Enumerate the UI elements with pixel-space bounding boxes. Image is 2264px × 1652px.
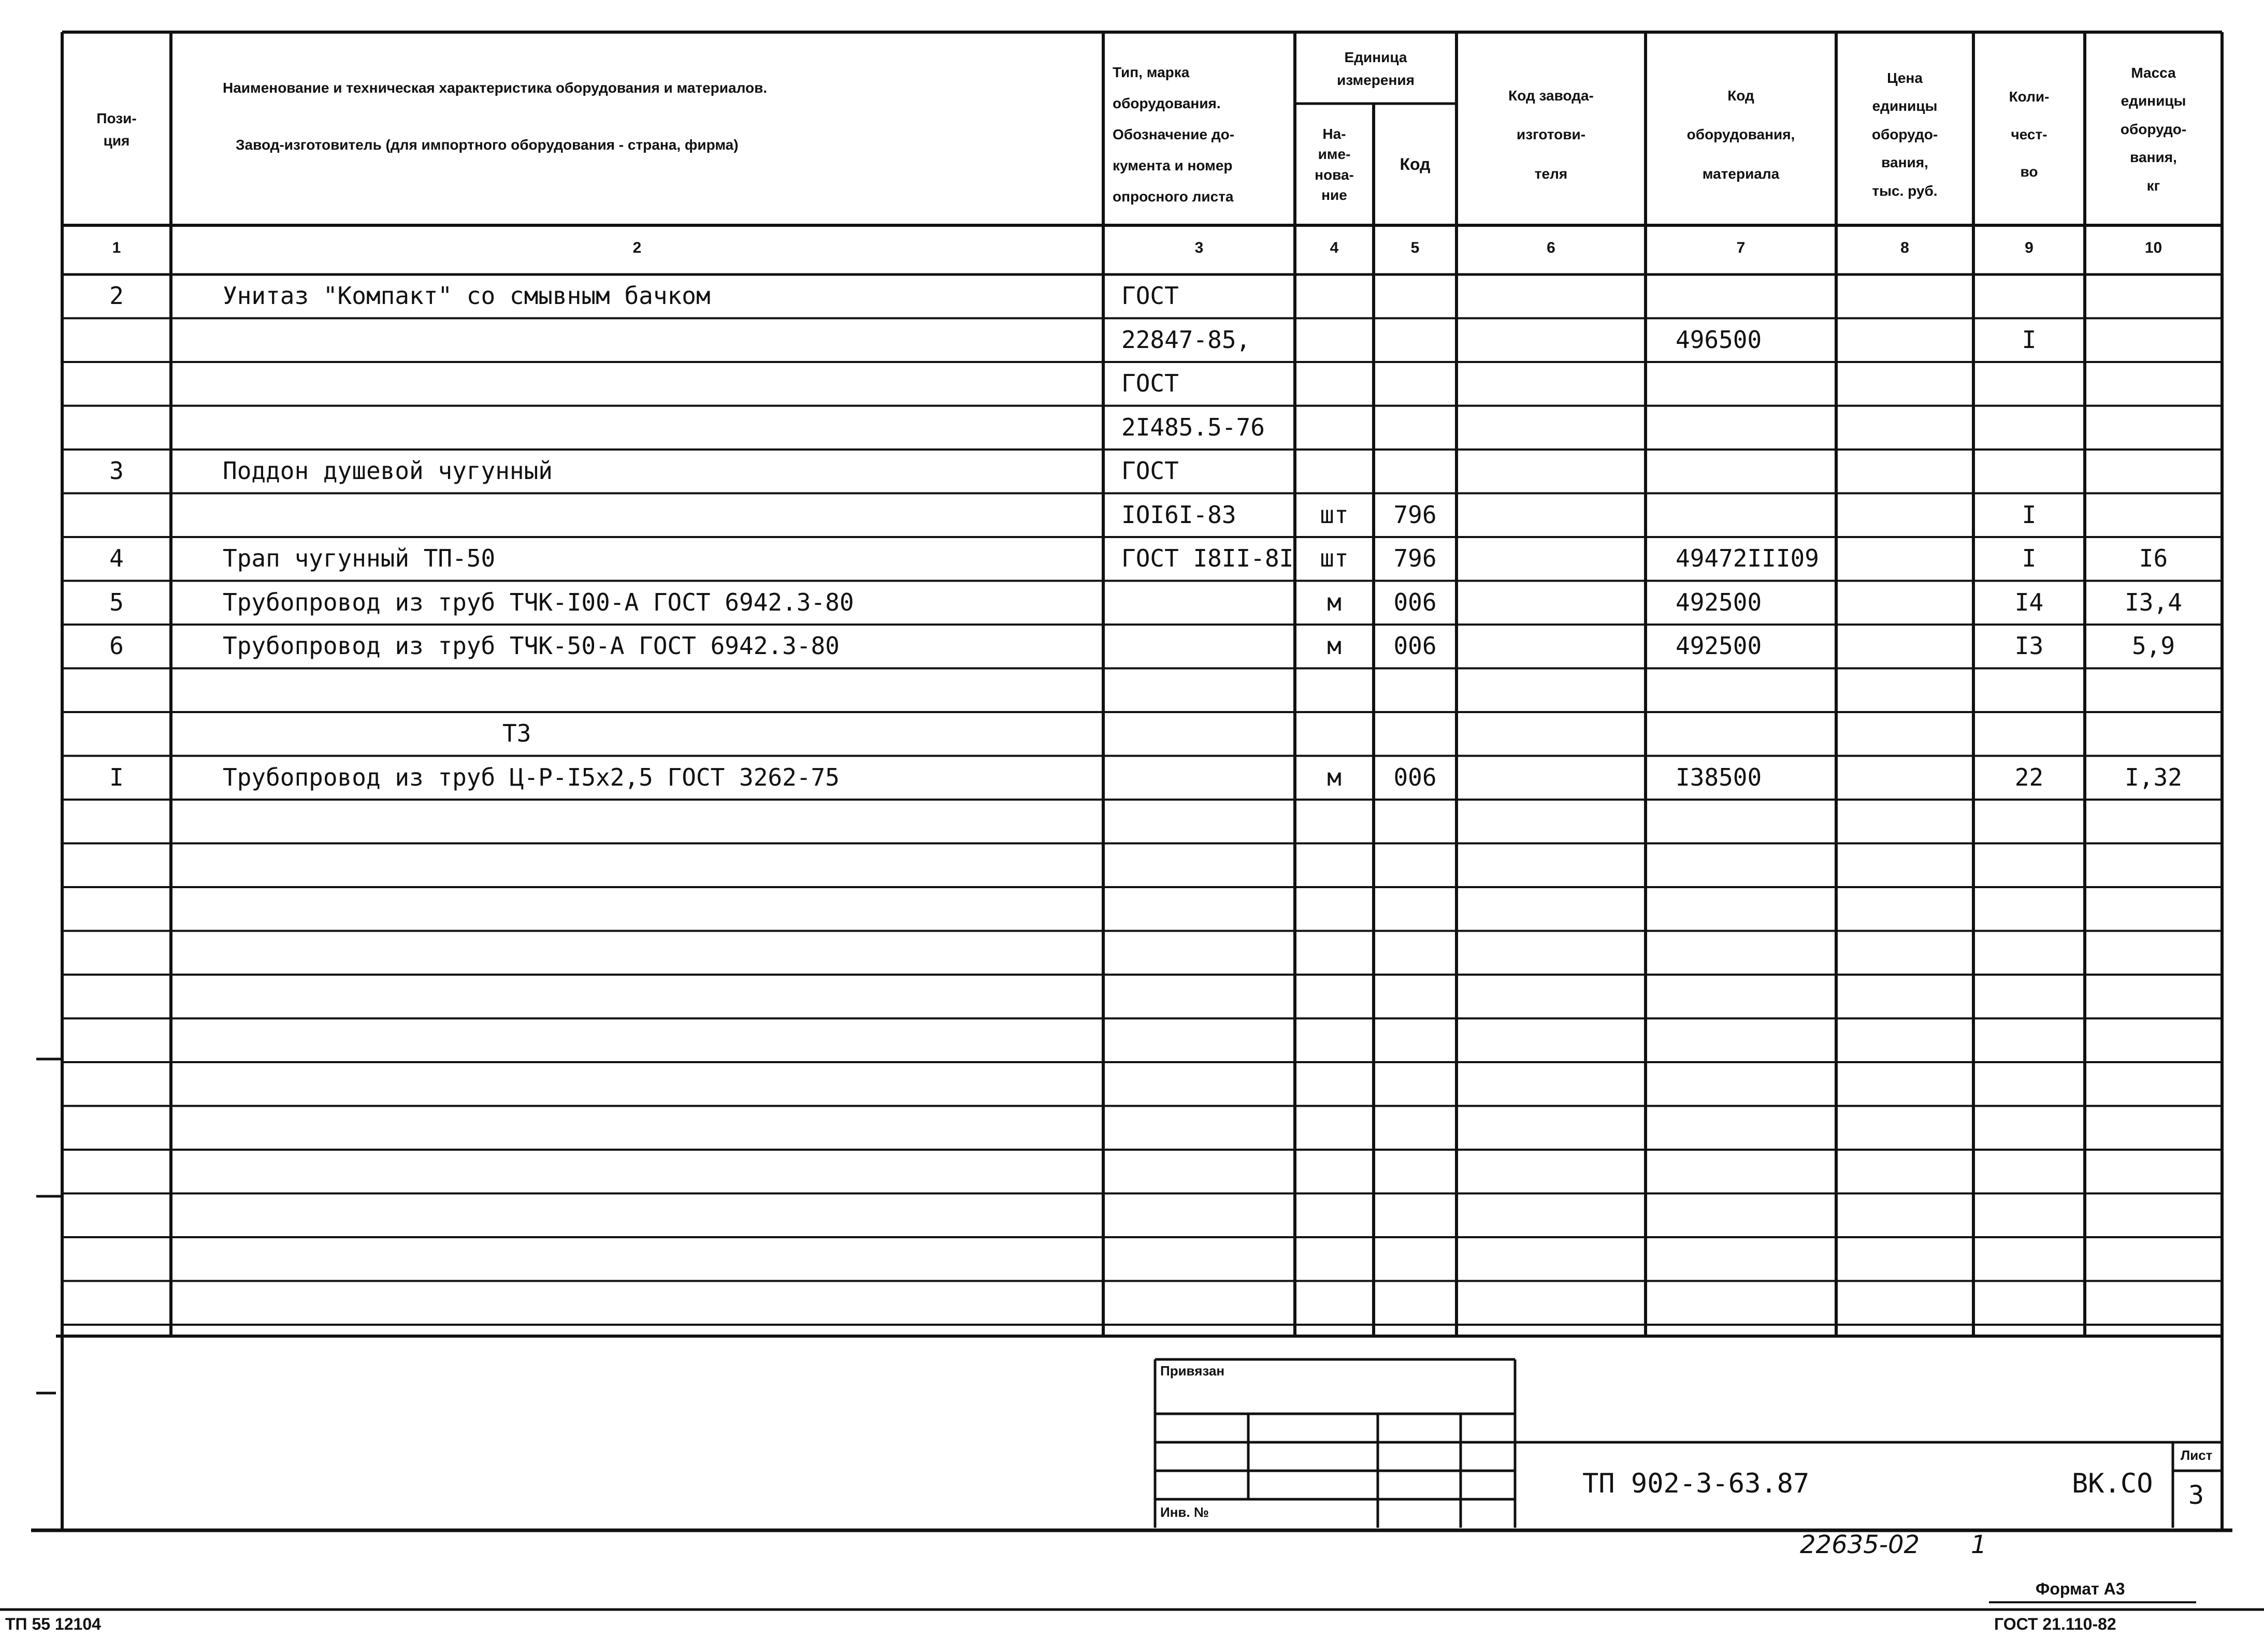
name-cell: Т3 [502, 719, 531, 747]
mass-cell: I,32 [2125, 763, 2182, 791]
doc-cell: ГОСТ [1121, 457, 1179, 485]
doc-cell: ГОСТ [1121, 282, 1179, 310]
header-material-code: Код оборудования, материала [1686, 87, 1795, 182]
position-cell: 2 [109, 282, 124, 310]
unit-name-cell: м [1327, 632, 1342, 660]
name-cell: Унитаз "Компакт" со смывным бачком [223, 282, 711, 310]
quantity-cell: 22 [2014, 763, 2044, 791]
unit-name-cell: м [1327, 763, 1342, 791]
position-cell: 3 [109, 457, 124, 485]
privyazan-label: Привязан [1160, 1363, 1225, 1379]
doc-cell: IOI6I-83 [1121, 500, 1236, 529]
header-mass: Масса единицы оборудо- вания, кг [2120, 64, 2187, 194]
sheet-label: Лист [2181, 1447, 2213, 1463]
material-code-cell: 492500 [1676, 632, 1762, 660]
quantity-cell: I [2022, 500, 2037, 529]
unit-code-cell: 796 [1393, 500, 1437, 529]
footer-standard: ГОСТ 21.110-82 [1994, 1615, 2116, 1633]
footer-left-code: ТП 55 12104 [5, 1615, 101, 1633]
unit-code-cell: 006 [1393, 632, 1437, 660]
handwritten-number: 22635-02 [1800, 1530, 1920, 1559]
material-code-cell: 492500 [1676, 588, 1762, 616]
name-cell: Трап чугунный ТП-50 [223, 544, 496, 572]
material-code-cell: 496500 [1676, 325, 1762, 354]
header-maker-code: Код завода- изготови- теля [1508, 87, 1594, 182]
quantity-cell: I3 [2014, 632, 2044, 660]
header-unit-code: Код [1400, 154, 1431, 173]
footer-format: Формат А3 [2036, 1579, 2125, 1598]
doc-cell: ГОСТ [1121, 369, 1179, 397]
column-number: 7 [1736, 239, 1746, 256]
column-number: 5 [1410, 239, 1420, 256]
unit-code-cell: 796 [1393, 544, 1437, 572]
name-cell: Трубопровод из труб Ц-Р-I5х2,5 ГОСТ 3262-75 [223, 763, 840, 791]
column-number: 1 [112, 239, 121, 256]
header-position: Пози- ция [96, 110, 137, 149]
unit-name-cell: шт [1320, 500, 1349, 529]
name-cell: Поддон душевой чугунный [223, 457, 553, 485]
sheet-number: 3 [2188, 1480, 2204, 1510]
column-number: 4 [1330, 239, 1339, 256]
column-number: 2 [632, 239, 642, 256]
mass-cell: I3,4 [2125, 588, 2182, 616]
header-unit-group: Единица измерения [1337, 49, 1415, 88]
section-code: ВК.СО [2072, 1468, 2153, 1499]
unit-code-cell: 006 [1393, 763, 1437, 791]
position-cell: 4 [109, 544, 124, 572]
quantity-cell: I [2022, 325, 2037, 354]
header-type-doc: Тип, марка оборудования. Обозначение до- кумента и номер опросного листа [1113, 64, 1235, 205]
quantity-cell: I4 [2014, 588, 2044, 616]
header-quantity: Коли- чест- во [2009, 88, 2050, 180]
doc-cell: ГОСТ I8II-8I [1121, 544, 1294, 572]
material-code-cell: 49472III09 [1676, 544, 1819, 572]
column-number: 10 [2144, 239, 2162, 256]
column-number: 3 [1194, 239, 1204, 256]
quantity-cell: I [2022, 544, 2037, 572]
name-cell: Трубопровод из труб ТЧК-I00-А ГОСТ 6942.3-80 [223, 588, 854, 616]
column-number: 6 [1547, 239, 1555, 256]
position-cell: 5 [109, 588, 124, 616]
doc-cell: 2I485.5-76 [1121, 413, 1265, 441]
mass-cell: I6 [2139, 544, 2168, 572]
header-name-line1: Наименование и техническая характеристика оборудования и материалов. [223, 80, 768, 96]
unit-code-cell: 006 [1393, 588, 1437, 616]
unit-name-cell: м [1327, 588, 1342, 616]
header-price: Цена единицы оборудо- вания, тыс. руб. [1871, 69, 1938, 199]
header-name-line2: Завод-изготовитель (для импортного оборудования - страна, фирма) [236, 137, 739, 153]
mass-cell: 5,9 [2131, 632, 2175, 660]
header-unit-name: На- име- нова- ние [1315, 126, 1354, 203]
unit-name-cell: шт [1320, 544, 1349, 572]
position-cell: I [109, 763, 124, 791]
position-cell: 6 [109, 632, 124, 660]
handwritten-mark: 1 [1971, 1530, 1987, 1559]
column-number: 9 [2025, 239, 2034, 256]
inv-no-label: Инв. № [1160, 1504, 1209, 1520]
name-cell: Трубопровод из труб ТЧК-50-А ГОСТ 6942.3-80 [223, 632, 840, 660]
doc-cell: 22847-85, [1121, 325, 1251, 354]
material-code-cell: I38500 [1676, 763, 1762, 791]
column-number: 8 [1900, 239, 1909, 256]
document-code: ТП 902-3-63.87 [1582, 1468, 1810, 1499]
